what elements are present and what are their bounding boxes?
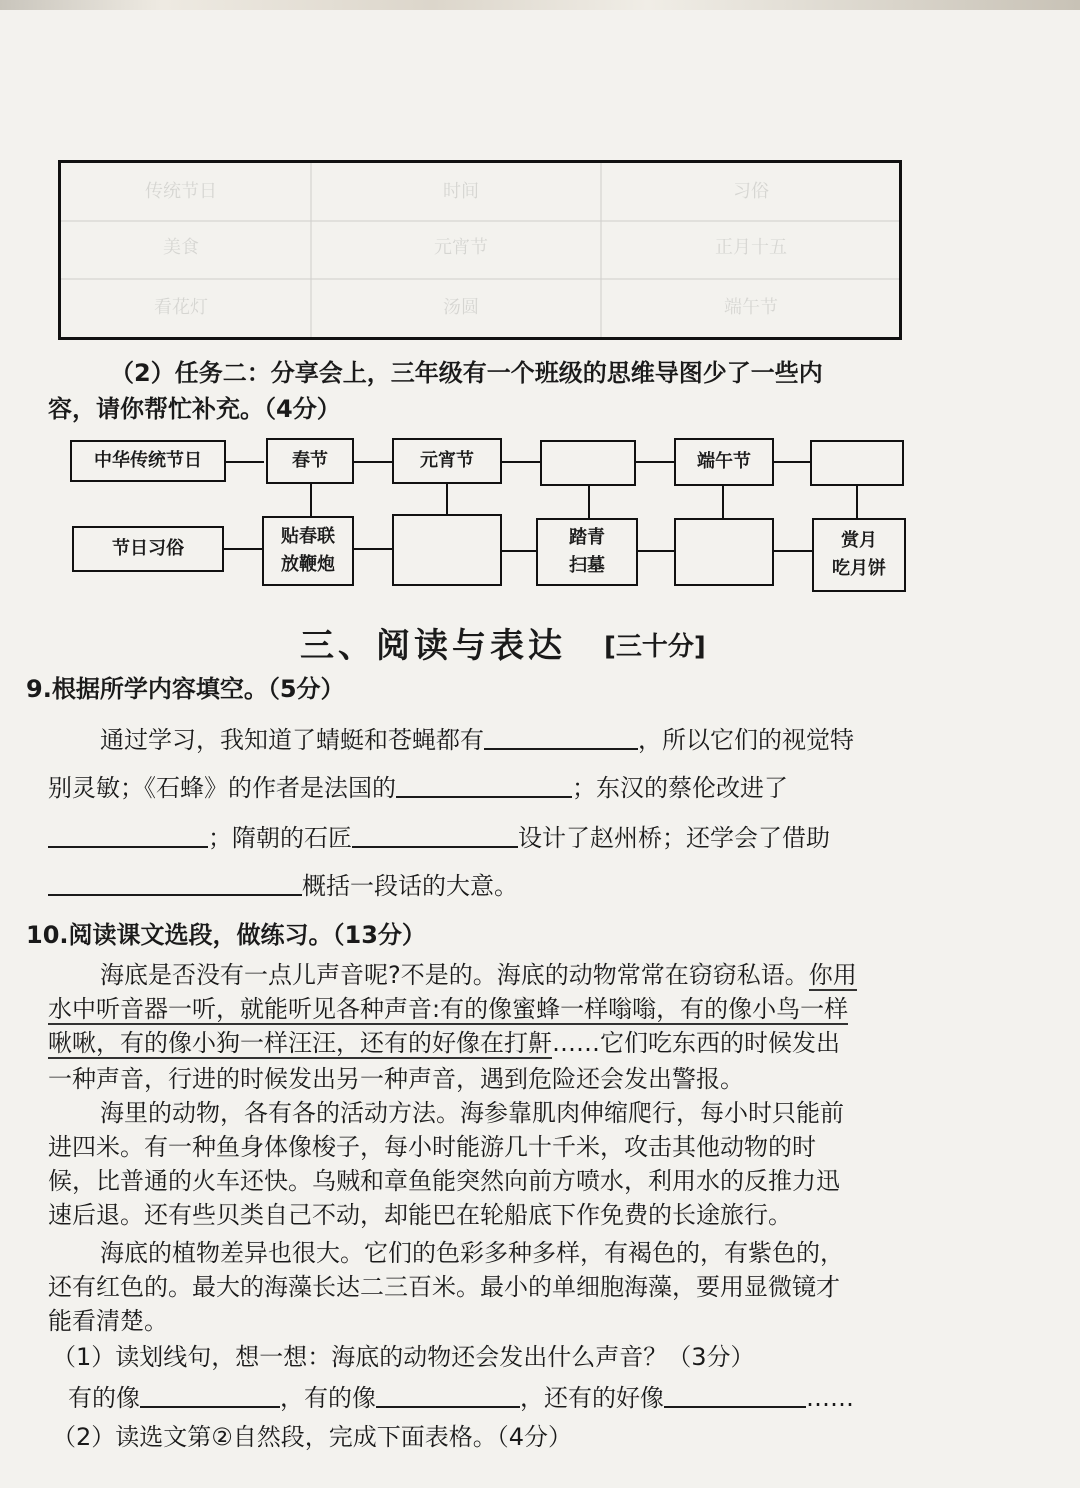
underlined-sentence: 啾啾，有的像小狗一样汪汪，还有的好像在打鼾 [48, 1029, 552, 1057]
connector [226, 461, 264, 463]
q10-heading: 10.阅读课文选段，做练习。（13分） [26, 921, 426, 949]
sound-blank-3[interactable] [664, 1380, 806, 1408]
connector [636, 461, 674, 463]
q10-para3-line1: 海底的植物差异也很大。它们的色彩多种多样，有褐色的，有紫色的， [100, 1239, 844, 1267]
q9-text: 通过学习，我知道了蜻蜓和苍蝇都有 [100, 726, 484, 754]
connector [502, 550, 536, 552]
faded-cell-text: 端午节 [724, 297, 778, 318]
q10-para2-line2: 进四米。有一种鱼身体像梭子，每小时能游几十千米，攻击其他动物的时 [48, 1133, 816, 1161]
q9-heading: 9.根据所学内容填空。（5分） [26, 675, 345, 703]
q10-sub1: （1）读划线句，想一想：海底的动物还会发出什么声音？（3分） [52, 1343, 755, 1371]
mindmap-custom-blank-2[interactable] [674, 518, 774, 586]
mindmap-lantern-festival: 元宵节 [392, 438, 502, 484]
q10-para1-line1 [100, 958, 857, 992]
q10-para3-line3: 能看清楚。 [48, 1307, 168, 1335]
custom-line2: 吃月饼 [832, 558, 886, 579]
faded-cell-text: 正月十五 [715, 237, 787, 258]
mindmap-root: 中华传统节日 [70, 440, 226, 482]
connector [354, 548, 392, 550]
festival-table-box [58, 160, 902, 340]
page-top-edge [0, 0, 1080, 10]
faded-cell-text: 习俗 [733, 181, 769, 202]
answer-text: ，还有的好像 [520, 1384, 664, 1412]
answer-text: ，有的像 [280, 1384, 376, 1412]
q10-sub2: （2）读选文第②自然段，完成下面表格。（4分） [52, 1423, 573, 1451]
custom-line2: 扫墓 [569, 555, 605, 576]
task2-line2: 容，请你帮忙补充。（4分） [48, 395, 341, 423]
q9-line4 [48, 868, 518, 903]
connector [446, 484, 448, 514]
q9-blank-4[interactable] [352, 820, 518, 848]
task2-line1: （2）任务二：分享会上，三年级有一个班级的思维导图少了一些内 [110, 359, 823, 387]
q9-line2 [48, 770, 788, 805]
q10-para2-line3: 候，比普通的火车还快。乌贼和章鱼能突然向前方喷水，利用水的反推力迅 [48, 1167, 840, 1195]
faded-cell-text: 美食 [163, 237, 199, 258]
q9-blank-1[interactable] [484, 722, 638, 750]
q10-para3-line2: 还有红色的。最大的海藻长达二三百米。最小的单细胞海藻，要用显微镜才 [48, 1273, 840, 1301]
q9-text: ；隋朝的石匠 [208, 824, 352, 852]
connector [224, 548, 262, 550]
sound-blank-1[interactable] [140, 1380, 280, 1408]
q10-sub1-answer-line [68, 1380, 854, 1415]
mindmap-custom-qingming [536, 518, 638, 586]
q10-para1-line4: 一种声音，行进的时候发出另一种声音，遇到危险还会发出警报。 [48, 1065, 744, 1093]
underlined-sentence: 水中听音器一听，就能听见各种声音:有的像蜜蜂一样嗡嗡，有的像小鸟一样 [48, 995, 849, 1023]
q10-para2-line1: 海里的动物，各有各的活动方法。海参靠肌肉伸缩爬行，每小时只能前 [100, 1099, 844, 1127]
connector [774, 550, 812, 552]
mindmap-dragon-boat: 端午节 [674, 438, 774, 486]
custom-line1: 贴春联 [281, 526, 335, 547]
custom-line2: 放鞭炮 [281, 554, 335, 575]
q9-text: 别灵敏；《石蜂》的作者是法国的 [48, 774, 396, 802]
passage-text: 海底是否没有一点儿声音呢?不是的。海底的动物常常在窃窃私语。 [100, 961, 809, 989]
connector [502, 461, 540, 463]
faded-table-grid [61, 163, 899, 337]
custom-line1: 赏月 [841, 530, 877, 551]
faded-cell-text: 汤圆 [443, 297, 479, 318]
q9-text: 设计了赵州桥；还学会了借助 [518, 824, 830, 852]
connector [722, 486, 724, 518]
q9-text: ，所以它们的视觉特 [638, 726, 854, 754]
sound-blank-2[interactable] [376, 1380, 520, 1408]
mindmap-spring-festival: 春节 [266, 438, 354, 484]
connector [354, 461, 392, 463]
connector [588, 486, 590, 518]
connector [774, 461, 810, 463]
mindmap-blank-festival-1[interactable] [540, 440, 636, 486]
faded-cell-text: 传统节日 [145, 181, 217, 202]
q10-para2-line4: 速后退。还有些贝类自己不动，却能巴在轮船底下作免费的长途旅行。 [48, 1201, 792, 1229]
mindmap-blank-festival-2[interactable] [810, 440, 904, 486]
connector [856, 486, 858, 518]
q9-blank-3[interactable] [48, 820, 208, 848]
q10-para1-line3 [48, 1026, 840, 1060]
q9-text: ；东汉的蔡伦改进了 [572, 774, 788, 802]
faded-cell-text: 时间 [443, 181, 479, 202]
q9-line3 [48, 820, 830, 855]
q9-blank-5[interactable] [48, 868, 302, 896]
faded-cell-text: 看花灯 [154, 297, 208, 318]
section-score: [三十分] [604, 632, 706, 662]
q10-para1-line2 [48, 992, 848, 1026]
q9-text: 概括一段话的大意。 [302, 872, 518, 900]
mindmap-customs-label: 节日习俗 [72, 526, 224, 572]
custom-line1: 踏青 [569, 527, 605, 548]
faded-cell-text: 元宵节 [434, 237, 488, 258]
q9-line1 [100, 722, 854, 757]
mindmap-custom-mid-autumn [812, 518, 906, 592]
connector [310, 484, 312, 516]
passage-text: ……它们吃东西的时候发出 [552, 1029, 840, 1057]
connector [638, 550, 674, 552]
mindmap-custom-spring [262, 516, 354, 586]
answer-text: …… [806, 1384, 854, 1412]
underlined-sentence: 你用 [808, 961, 857, 989]
q9-blank-2[interactable] [396, 770, 572, 798]
answer-text: 有的像 [68, 1384, 140, 1412]
section-title: 三、阅读与表达 [300, 626, 566, 666]
mindmap-custom-blank-1[interactable] [392, 514, 502, 586]
